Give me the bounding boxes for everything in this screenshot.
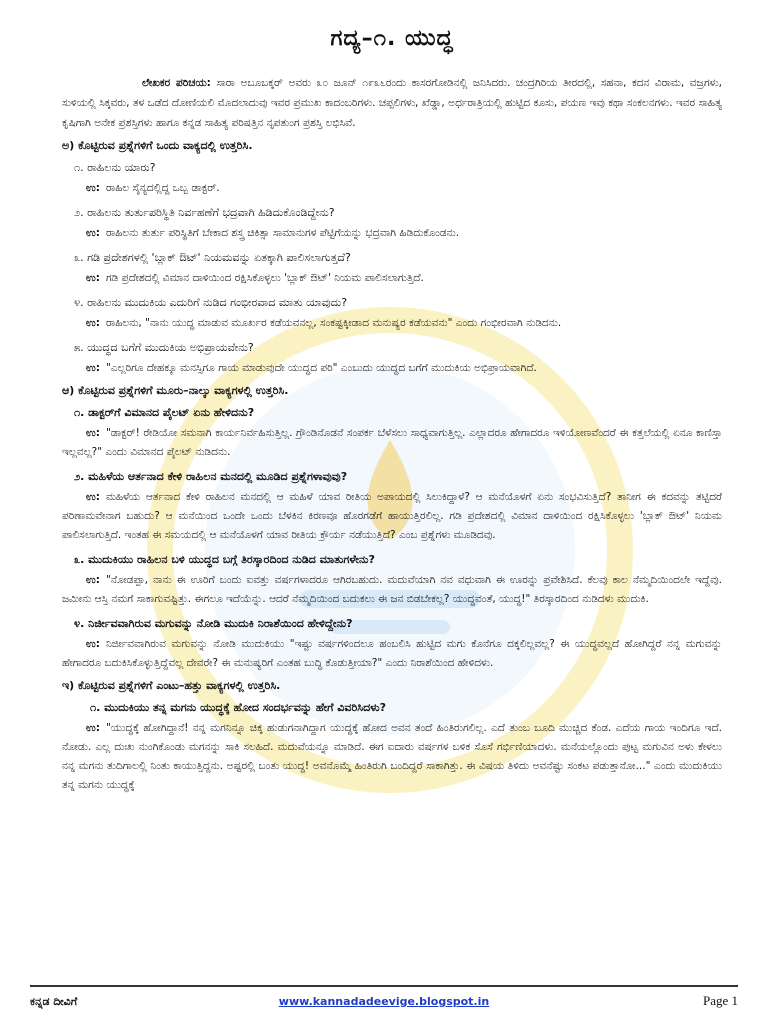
section-heading-a: ಅ) ಕೊಟ್ಟಿರುವ ಪ್ರಶ್ನೆಗಳಿಗೆ ಒಂದು ವಾಕ್ಯದಲ್ಲಿ ಉತ್ತರಿಸಿ. — [62, 139, 253, 152]
question: ೨. ರಾಹಿಲನು ತುರ್ತುಪರಿಸ್ಥಿತಿ ನಿರ್ವಹಣೆಗೆ ಭದ್ರವಾಗಿ ಹಿಡಿದುಕೊಂಡಿದ್ದೇನು? — [74, 206, 335, 219]
answer-marker: ಉ: — [86, 182, 100, 194]
section-heading-b: ಆ) ಕೊಟ್ಟಿರುವ ಪ್ರಶ್ನೆಗಳಿಗೆ ಮೂರು–ನಾಲ್ಕು ವಾಕ್ಯಗಳಲ್ಲಿ ಉತ್ತರಿಸಿ. — [62, 384, 289, 397]
answer-text: ರಾಹಿಲನು ತುರ್ತು ಪರಿಸ್ಥಿತಿಗೆ ಬೇಕಾದ ಶಸ್ತ್ರ ಚಿಕಿತ್ಸಾ ಸಾಮಾನುಗಳ ಪೆಟ್ಟಿಗೆಯನ್ನು ಭದ್ರವಾಗಿ ಹಿಡಿದುಕೊಂಡನು. — [105, 227, 460, 239]
answer-marker: ಉ: — [86, 427, 100, 439]
question: ೧. ಮುದುಕಿಯು ತನ್ನ ಮಗನು ಯುದ್ಧಕ್ಕೆ ಹೋದ ಸಂದರ್ಭವನ್ನು ಹೇಗೆ ವಿವರಿಸಿದಳು? — [90, 701, 387, 714]
question: ೨. ಮಹಿಳೆಯ ಆರ್ತನಾದ ಕೇಳಿ ರಾಹಿಲನ ಮನದಲ್ಲಿ ಮೂಡಿದ ಪ್ರಶ್ನೆಗಳಾವುವು? — [74, 470, 348, 483]
answer-text: ರಾಹಿಲ ಸೈನ್ಯದಲ್ಲಿದ್ದ ಒಬ್ಬ ಡಾಕ್ಟರ್. — [105, 182, 220, 194]
answer-marker: ಉ: — [86, 227, 100, 239]
page-title: ಗದ್ಯ–೧. ಯುದ್ಧ — [330, 26, 454, 51]
answer-marker: ಉ: — [86, 362, 100, 374]
section-heading-c: ಇ) ಕೊಟ್ಟಿರುವ ಪ್ರಶ್ನೆಗಳಿಗೆ ಎಂಟು–ಹತ್ತು ವಾಕ್ಯಗಳಲ್ಲಿ ಉತ್ತರಿಸಿ. — [62, 679, 281, 692]
answer — [62, 719, 722, 795]
answer-text: "ನೋಡಪ್ಪಾ, ನಾನು ಈ ಊರಿಗೆ ಬಂದು ಐವತ್ತು ವರ್ಷಗಳಾದರೂ ಆಗಿರಬಹುದು. ಮದುವೆಯಾಗಿ ನವ ವಧುವಾಗಿ ಈ ಊರನ್ನು ಪ್ರವೇಶಿಸಿದೆ. ಕೆಲವು ಕಾಲ ನೆಮ್ಮದಿಯಿಂದಲೇ ಇದ್ದೆವು. ಜಮೀನು ಆಸ್ತಿ ನಮಗೆ ಸಾಕಾಗುವಷ್ಟಿತ್ತು. ಈಗಲೂ ಇದೆಯೆನ್ನು. ಆದರೆ ನೆಮ್ಮದಿಯಿಂದ ಬದುಕಲು ಈ ಜನ ಬಿಡಬೇಕಲ್ಲ? ಯುದ್ಧವಂತೆ, ಯುದ್ಧ!" ತಿರಸ್ಕಾರದಿಂದ ನುಡಿದಳು ಮುದುಕಿ. — [62, 574, 722, 605]
answer — [62, 424, 722, 462]
answer-text: ಮಹಿಳೆಯ ಆರ್ತನಾದ ಕೇಳಿ ರಾಹಿಲನ ಮನದಲ್ಲಿ ಆ ಮಹಿಳೆ ಯಾವ ರೀತಿಯ ಅಪಾಯದಲ್ಲಿ ಸಿಲುಕಿದ್ದಾಳೆ? ಆ ಮನೆಯೊಳಗೆ ಏನು ಸಂಭವಿಸುತ್ತಿದೆ? ತಾನೀಗ ಈ ಕದವನ್ನು ತಟ್ಟಿದರೆ ಪರಿಣಾಮವೇನಾಗ ಬಹುದು? ಆ ಮನೆಯಿಂದ ಒಂದೇ ಒಂದು ಬೆಳಕಿನ ಕಿರಣವೂ ಹೊರಗಡೆಗೆ ಹಾಯುತ್ತಿರಲಿಲ್ಲ. ಗಡಿ ಪ್ರದೇಶದಲ್ಲಿ ವಿಮಾನ ದಾಳಿಯಿಂದ ರಕ್ಷಿಸಿಕೊಳ್ಳಲು 'ಬ್ಲಾಕ್ ಔಟ್' ನಿಯಮ ಪಾಲಿಸಲಾಗುತ್ತಿದೆ. ಇಂತಹ ಈ ಸಮಯದಲ್ಲಿ ಆ ಮನೆಯೊಳಗೆ ಯಾವ ರೀತಿಯ ಕ್ರೌರ್ಯ ನಡೆಯುತ್ತಿದೆ? ಎಂಬ ಪ್ರಶ್ನೆಗಳು ಮೂಡಿದವು. — [62, 491, 722, 541]
answer-text: "ಎಲ್ಲರಿಗೂ ದೇಹಕ್ಕೂ ಮನಸ್ಸಿಗೂ ಗಾಯ ಮಾಡುವುದೇ ಯುದ್ಧದ ಪರಿ" ಎಂಬುದು ಯುದ್ಧದ ಬಗೆಗೆ ಮುದುಕಿಯ ಅಭಿಪ್ರಾಯವಾಗಿದೆ. — [105, 362, 537, 374]
answer-text: ರಾಹಿಲನು, "ನಾನು ಯುದ್ಧ ಮಾಡುವ ಮೂರ್ಖರ ಕಡೆಯವನಲ್ಲ, ಸಂಕಷ್ಟಕ್ಕೀಡಾದ ಮನುಷ್ಯರ ಕಡೆಯವನು" ಎಂದು ಗಂಭೀರವಾಗಿ ನುಡಿದನು. — [105, 317, 562, 329]
answer-marker: ಉ: — [86, 722, 100, 734]
footer-brand: ಕನ್ನಡ ದೀವಿಗೆ — [30, 995, 78, 1008]
question: ೩. ಗಡಿ ಪ್ರದೇಶಗಳಲ್ಲಿ 'ಬ್ಲಾಕ್ ಔಟ್' ನಿಯಮವನ್ನು ಏತಕ್ಕಾಗಿ ಪಾಲಿಸಲಾಗುತ್ತದೆ? — [74, 251, 351, 264]
answer — [62, 179, 722, 198]
question: ೩. ಮುದುಕಿಯು ರಾಹಿಲನ ಬಳಿ ಯುದ್ಧದ ಬಗ್ಗೆ ತಿರಸ್ಕಾರದಿಂದ ನುಡಿದ ಮಾತುಗಳೇನು? — [74, 553, 375, 566]
answer — [62, 224, 722, 243]
answer-marker: ಉ: — [86, 272, 100, 284]
answer — [62, 359, 722, 378]
question: ೧. ರಾಹಿಲನು ಯಾರು? — [74, 161, 156, 174]
answer — [62, 314, 722, 333]
question: ೪. ನಿರ್ಜೀವವಾಗಿರುವ ಮಗುವನ್ನು ನೋಡಿ ಮುದುಕಿ ನಿರಾಶೆಯಿಂದ ಹೇಳಿದ್ದೇನು? — [74, 617, 353, 630]
footer-link[interactable]: www.kannadadeevige.blogspot.in — [278, 995, 490, 1008]
question: ೧. ಡಾಕ್ಟರ್‌ಗೆ ವಿಮಾನದ ಪೈಲಟ್ ಏನು ಹೇಳಿದನು? — [74, 406, 255, 419]
answer-text: ನಿರ್ಜೀವವಾಗಿರುವ ಮಗುವನ್ನು ನೋಡಿ ಮುದುಕಿಯು "ಇಷ್ಟು ವರ್ಷಗಳಿಂದಲೂ ಹಂಬಲಿಸಿ ಹುಟ್ಟಿದ ಮಗು ಕೊನೆಗೂ ದಕ್ಕಲಿಲ್ಲವಲ್ಲ? ಈ ಯುದ್ಧವಲ್ಲದೆ ಹೋಗಿದ್ದರೆ ನನ್ನ ಮಗುವನ್ನು ಹೇಗಾದರೂ ಬದುಕಿಸಿಕೊಳ್ಳುತ್ತಿದ್ದೆವಲ್ಲ ದೇವರೇ? ಈ ಮನುಷ್ಯರಿಗೆ ಎಂತಹ ಬುದ್ಧಿ ಕೊಡುತ್ತೀಯಾ?" ಎಂದು ನಿರಾಶೆಯಿಂದ ಹೇಳಿದಳು. — [62, 638, 722, 669]
answer — [62, 269, 722, 288]
answer — [62, 635, 722, 673]
question: ೪. ರಾಹಿಲನು ಮುದುಕಿಯ ಎದುರಿಗೆ ನುಡಿದ ಗಂಭೀರವಾದ ಮಾತು ಯಾವುದು? — [74, 296, 348, 309]
answer-marker: ಉ: — [86, 491, 100, 503]
answer-marker: ಉ: — [86, 574, 100, 586]
answer-text: "ಯುದ್ಧಕ್ಕೆ ಹೋಗಿದ್ದಾನೆ! ನನ್ನ ಮಗನಿನ್ನೂ ಚಿಕ್ಕ ಹುಡುಗನಾಗಿದ್ದಾಗ ಯುದ್ಧಕ್ಕೆ ಹೋದ ಅವನ ತಂದೆ ಹಿಂತಿರುಗಲಿಲ್ಲ. ಎದೆ ತುಂಬ ಬೂದಿ ಮುಚ್ಚಿದ ಕೆಂಡ. ಎದೆಯ ಗಾಯ ಇಂದಿಗೂ ಇದೆ. ನೋಡು. ಎಲ್ಲ ದುಃಖ ನುಂಗಿಕೊಂಡು ಮಗನನ್ನು ಸಾಕಿ ಸಲಹಿದೆ. ಮದುವೆಯನ್ನೂ ಮಾಡಿದೆ. ಈಗ ಐದಾರು ವರ್ಷಗಳ ಬಳಿಕ ಸೊಸೆ ಗರ್ಭಿಣಿಯಾದಳು. ಮನೆಯಲ್ಲೊಂದು ಪುಟ್ಟ ಮಗುವಿನ ಅಳು ಕೇಳಲು ನನ್ನ ಮಗನು ತುದಿಗಾಲಲ್ಲಿ ನಿಂತು ಕಾಯುತ್ತಿದ್ದನು. ಅಷ್ಟರಲ್ಲಿ ಬಂತು ಯುದ್ಧ! ಅವನೊಮ್ಮೆ ಹಿಂತಿರುಗಿ ಬಂದಿದ್ದರೆ ಸಾಕಾಗಿತ್ತು. ಈ ವಿಷಯ ತಿಳಿದು ಅವನೆಷ್ಟು ಸಂಕಟ ಪಡುತ್ತಾನೋ..." ಎಂದು ಮುದುಕಿಯು ತನ್ನ ಮಗನು ಯುದ್ಧಕ್ಕೆ — [62, 722, 722, 791]
answer-text: "ಡಾಕ್ಟರ್! ರೇಡಿಯೋ ಸಮನಾಗಿ ಕಾರ್ಯನಿರ್ವಹಿಸುತ್ತಿಲ್ಲ. ಗ್ರೌಂಡಿನೊಡನೆ ಸಂಪರ್ಕ ಬೆಳೆಸಲು ಸಾಧ್ಯವಾಗುತ್ತಿಲ್ಲ. ಎಲ್ಲಾದರೂ ಹೇಗಾದರೂ ಇಳಿಯೋಣವೆಂದರೆ ಈ ಕತ್ತಲೆಯಲ್ಲಿ ಏನೂ ಕಾಣಿಸ್ತಾ ಇಲ್ಲವಲ್ಲ?" ಎಂದು ವಿಮಾನದ ಪೈಲಟ್ ನುಡಿದನು. — [62, 427, 722, 458]
author-intro-label: ಲೇಖಕರ ಪರಿಚಯ: — [142, 77, 211, 89]
answer — [62, 488, 722, 545]
author-intro — [62, 73, 722, 133]
question: ೫. ಯುದ್ಧದ ಬಗೆಗೆ ಮುದುಕಿಯ ಅಭಿಪ್ರಾಯವೇನು? — [74, 341, 254, 354]
answer-text: ಗಡಿ ಪ್ರದೇಶದಲ್ಲಿ ವಿಮಾನ ದಾಳಿಯಿಂದ ರಕ್ಷಿಸಿಕೊಳ್ಳಲು 'ಬ್ಲಾಕ್ ಔಟ್' ನಿಯಮ ಪಾಲಿಸಲಾಗುತ್ತಿದೆ. — [105, 272, 424, 284]
page-number: Page 1 — [702, 993, 738, 1008]
author-intro-text: ಸಾರಾ ಅಬೂಬಕ್ಕರ್ ಅವರು ೩೦ ಜೂನ್ ೧೯೩೬ರಂದು ಕಾಸರಗೋಡಿನಲ್ಲಿ ಜನಿಸಿದರು. ಚಂದ್ರಗಿರಿಯ ತೀರದಲ್ಲಿ, ಸಹನಾ, ಕದನ ವಿರಾಮ, ವಜ್ರಗಳು, ಸುಳಿಯಲ್ಲಿ ಸಿಕ್ಕವರು, ತಳ ಒಡೆದ ದೋಣಿಯಲಿ ಮೊದಲಾದುವು ಇವರ ಪ್ರಮುಖ ಕಾದಂಬರಿಗಳು. ಚಪ್ಪಲಿಗಳು, ಖೆಡ್ಡಾ, ಅರ್ಧರಾತ್ರಿಯಲ್ಲಿ ಹುಟ್ಟಿದ ಕೂಸು, ಪಯಣ ಇವು ಕಥಾ ಸಂಕಲನಗಳು. ಇವರ ಸಾಹಿತ್ಯ ಕೃಷಿಗಾಗಿ ಅನೇಕ ಪ್ರಶಸ್ತಿಗಳು ಹಾಗೂ ಕನ್ನಡ ಸಾಹಿತ್ಯ ಪರಿಷತ್ತಿನ ನೃಪತುಂಗ ಪ್ರಶಸ್ತಿ ಲಭಿಸಿವೆ. — [62, 77, 723, 129]
page-footer — [30, 985, 738, 1017]
document-page — [62, 26, 722, 799]
answer — [62, 571, 722, 609]
answer-marker: ಉ: — [86, 317, 100, 329]
answer-marker: ಉ: — [86, 638, 100, 650]
